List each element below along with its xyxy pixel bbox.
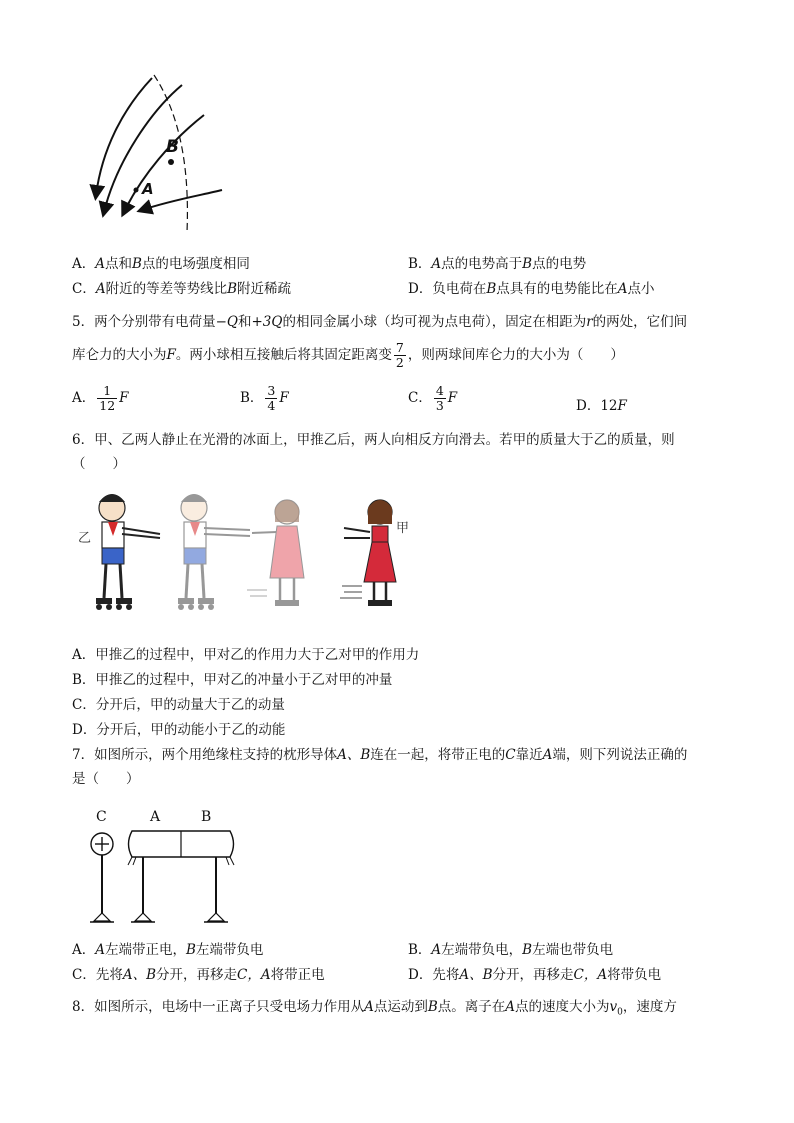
q5-fraction: $\frac{7}{2}$ (395, 340, 404, 370)
point-b (168, 159, 174, 165)
label-jia: 甲 (396, 521, 410, 536)
fig-label-b: B (201, 809, 212, 825)
q6-option-b[interactable]: B．甲推乙的过程中，甲对乙的冲量小于乙对甲的冲量 (72, 672, 393, 688)
q6-option-a[interactable]: A．甲推乙的过程中，甲对乙的作用力大于乙对甲的作用力 (72, 647, 420, 663)
label-a: A (142, 180, 154, 198)
q5-option-a[interactable]: A． $\frac{1}{12}$ F (72, 383, 129, 413)
q5-option-d[interactable]: D．12F (576, 398, 627, 414)
boy-figure-1 (96, 494, 160, 610)
q6-stem-line2: （ ） (72, 456, 126, 472)
q5-option-b[interactable]: B． $\frac{3}{4}$ F (240, 383, 289, 413)
q4-option-a[interactable]: A．A点和B点的电场强度相同 (72, 256, 250, 272)
q7-option-c[interactable]: C．先将A、B分开，再移走C，A将带正电 (72, 967, 325, 983)
q7-option-d[interactable]: D．先将A、B分开，再移走C，A将带负电 (408, 967, 662, 983)
boy-figure-2 (178, 494, 250, 610)
q6-option-d[interactable]: D．分开后，甲的动能小于乙的动能 (72, 722, 286, 738)
field-line-4 (142, 190, 222, 210)
point-a (134, 188, 139, 193)
field-line-figure (72, 70, 232, 240)
q4-option-d[interactable]: D．负电荷在B点具有的电势能比在A点小 (408, 281, 655, 297)
label-yi: 乙 (78, 531, 92, 546)
q5-option-c[interactable]: C． $\frac{4}{3}$ F (408, 383, 458, 413)
q4-option-c[interactable]: C．A附近的等差等势线比B附近稀疏 (72, 281, 292, 297)
fig-label-a: A (150, 809, 161, 825)
q8-stem-line1: 8．如图所示，电场中一正离子只受电场力作用从A点运动到B点。离子在A点的速度大小为$v_0$，速度方 (72, 999, 677, 1018)
conductor-figure (80, 805, 260, 930)
girl-figure-faded (247, 500, 304, 606)
q5-stem-line1: 5．两个分别带有电荷量−Q和+3Q的相同金属小球（均可视为点电荷），固定在相距为r的两处，它们间 (72, 314, 688, 330)
q4-option-b[interactable]: B．A点的电势高于B点的电势 (408, 256, 587, 272)
q6-option-c[interactable]: C．分开后，甲的动量大于乙的动量 (72, 697, 285, 713)
fig-label-c: C (96, 809, 107, 825)
skaters-figure (72, 478, 417, 618)
girl-figure (340, 500, 396, 606)
q6-stem-line1: 6．甲、乙两人静止在光滑的冰面上，甲推乙后，两人向相反方向滑去。若甲的质量大于乙的质量，则 (72, 432, 675, 448)
label-b: B (166, 137, 179, 157)
q7-stem-line1: 7．如图所示，两个用绝缘柱支持的枕形导体A、B连在一起，将带正电的C靠近A端，则下列说法正确的 (72, 747, 688, 763)
q5-stem-line2: 库仑力的大小为F。两小球相互接触后将其固定距离变 $\frac{7}{2}$ ，则两球间库仑力的大小为（ ） (72, 340, 624, 370)
q7-stem-line2: 是（ ） (72, 771, 140, 787)
q7-option-b[interactable]: B．A左端带负电，B左端也带负电 (408, 942, 614, 958)
q7-option-a[interactable]: A．A左端带正电，B左端带负电 (72, 942, 264, 958)
